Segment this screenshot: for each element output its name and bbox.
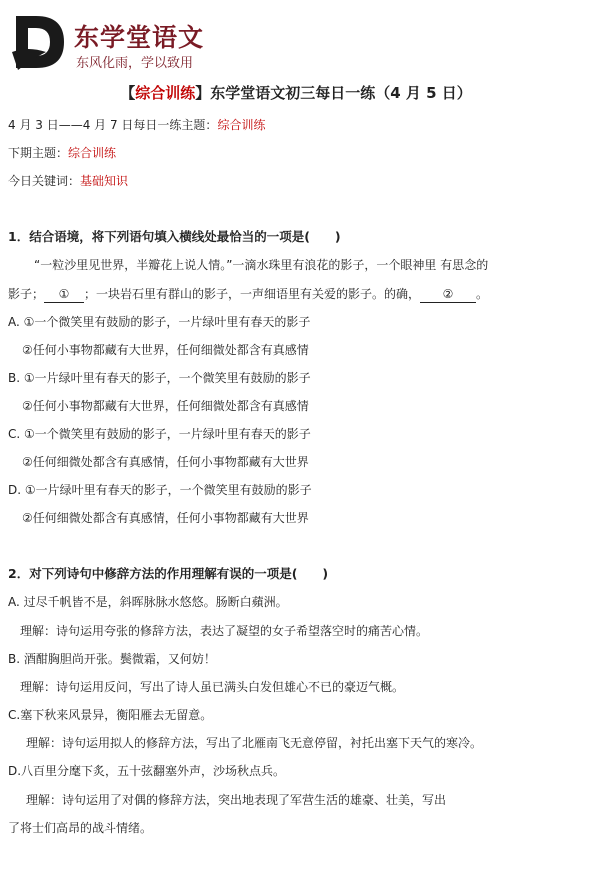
logo (8, 12, 238, 72)
blank-1: ① (44, 286, 84, 303)
meta-next-theme: 下期主题：综合训练 (8, 146, 117, 160)
q2-option-d-explanation-cont: 了将士们高昂的战斗情绪。 (8, 821, 153, 835)
option-a-1: A. ①一个微笑里有鼓励的影子，一片绿叶里有春天的影子 (8, 315, 311, 329)
question-1-passage-cont: 影子； ① ；一块岩石里有群山的影子，一声细语里有关爱的影子。的确， ② 。 (8, 287, 489, 301)
question-1-passage: “一粒沙里见世界，半瓣花上说人情。”一滴水珠里有浪花的影子，一个眼神里 有思念的 (34, 258, 489, 272)
q2-option-b-explanation: 理解：诗句运用反问，写出了诗人虽已满头白发但雄心不已的豪迈气概。 (20, 680, 405, 694)
blank-2: ② (420, 286, 476, 303)
option-c-2: ②任何细微处都含有真感情，任何小事物都藏有大世界 (22, 455, 309, 469)
option-b-1: B. ①一片绿叶里有春天的影子，一个微笑里有鼓励的影子 (8, 371, 311, 385)
q2-option-d-explanation: 理解：诗句运用了对偶的修辞方法，突出地表现了军营生活的雄豪、壮美，写出 (26, 793, 447, 807)
question-2-stem: 2．对下列诗句中修辞方法的作用理解有误的一项是( ) (8, 566, 329, 581)
meta-keyword: 今日关键词：基础知识 (8, 174, 129, 188)
meta-theme: 4 月 3 日——4 月 7 日每日一练主题：综合训练 (8, 118, 266, 132)
option-b-2: ②任何小事物都藏有大世界，任何细微处都含有真感情 (22, 399, 309, 413)
option-a-2: ②任何小事物都藏有大世界，任何细微处都含有真感情 (22, 343, 309, 357)
q2-option-d: D.八百里分麾下炙，五十弦翻塞外声，沙场秋点兵。 (8, 764, 286, 778)
logo-d-mark-icon (8, 12, 68, 72)
option-d-1: D. ①一片绿叶里有春天的影子，一个微笑里有鼓励的影子 (8, 483, 312, 497)
question-1-stem: 1．结合语境，将下列语句填入横线处最恰当的一项是( ) (8, 229, 341, 244)
q2-option-a-explanation: 理解：诗句运用夸张的修辞方法，表达了凝望的女子希望落空时的痛苦心情。 (20, 624, 429, 638)
option-c-1: C. ①一个微笑里有鼓励的影子，一片绿叶里有春天的影子 (8, 427, 311, 441)
q2-option-b: B. 酒酣胸胆尚开张。鬓微霜，又何妨！ (8, 652, 216, 666)
logo-title: 东学堂语文 (74, 23, 205, 52)
logo-slogan: 东风化雨，学以致用 (76, 56, 194, 71)
title-topic: 综合训练 (135, 84, 196, 102)
document-title: 【综合训练】东学堂语文初三每日一练（4 月 5 日） (120, 84, 472, 102)
q2-option-a: A. 过尽千帆皆不是，斜晖脉脉水悠悠。肠断白蘋洲。 (8, 595, 288, 609)
q2-option-c-explanation: 理解：诗句运用拟人的修辞方法，写出了北雁南飞无意停留，衬托出塞下天气的寒冷。 (26, 736, 483, 750)
option-d-2: ②任何细微处都含有真感情，任何小事物都藏有大世界 (22, 511, 309, 525)
q2-option-c: C.塞下秋来风景异，衡阳雁去无留意。 (8, 708, 213, 722)
